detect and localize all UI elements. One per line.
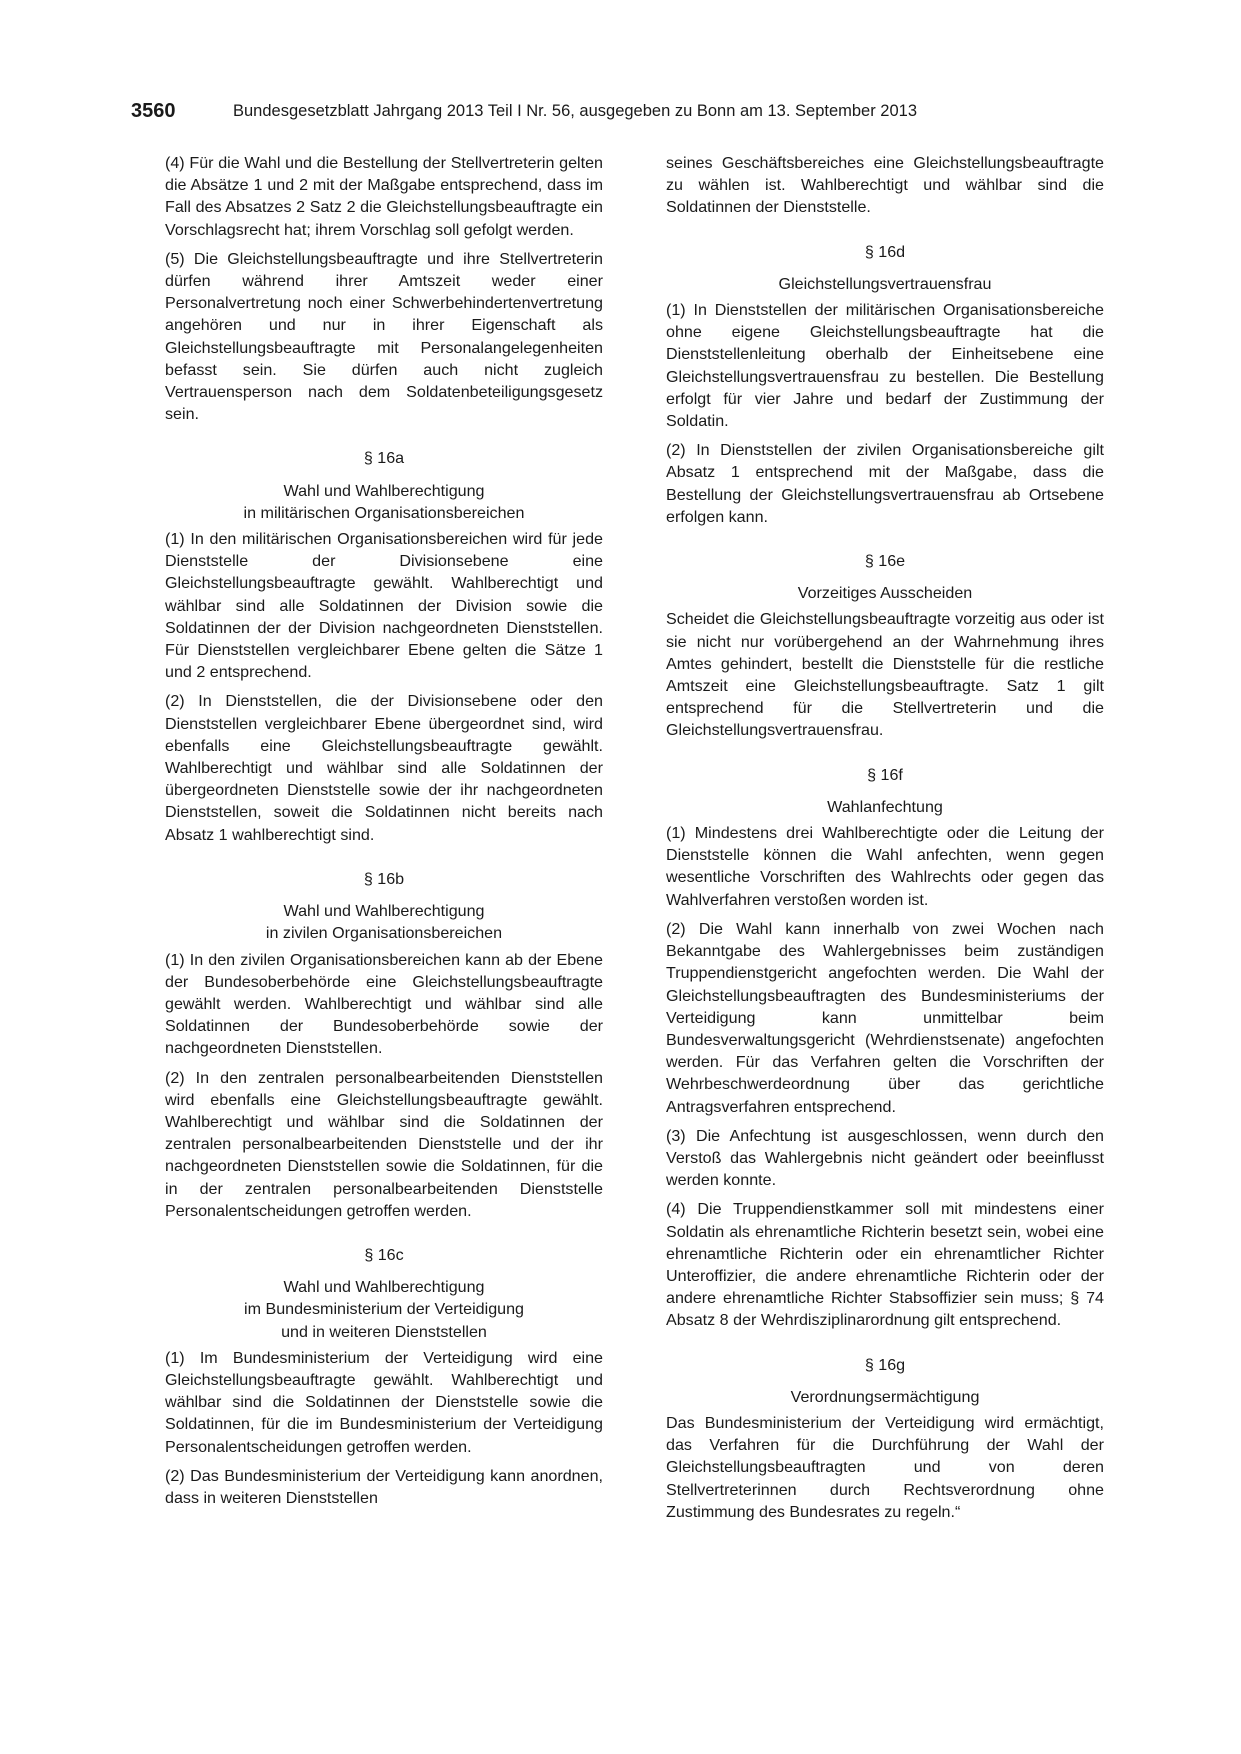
section-16a-title-line1: Wahl und Wahlberechtigung: [283, 481, 485, 500]
section-16g-number: § 16g: [864, 1355, 906, 1374]
section-16d-paragraph-1: (1) In Dienststellen der militärischen Organisationsbereiche ohne eigene Gleichstellungsbeauftragte hat die Dienststellenleitung oberhalb der Einheitsebene eine Gleichstellungsvertrauensfrau zu bestellen. Die Bestellung erfolgt für vier Jahre und bedarf der Zustimmung der Soldatin.: [666, 301, 1104, 431]
page-number: 3560: [131, 100, 176, 122]
section-16c-title-line1: Wahl und Wahlberechtigung: [283, 1278, 485, 1297]
section-16a-paragraph-1: (1) In den militärischen Organisationsbereichen wird für jede Dienststelle der Divisionsebene eine Gleichstellungsbeauftragte gewählt. Wahlberechtigt und wählbar sind alle Soldatinnen der Division sowie die Soldatinnen der der Division nachgeordneten Dienststellen. Für Dienststellen vergleichbarer Ebene gelten die Sätze 1 und 2 entsprechend.: [165, 530, 603, 682]
section-16f-paragraph-3: (3) Die Anfechtung ist ausgeschlossen, wenn durch den Verstoß das Wahlergebnis nicht geändert oder beeinflusst werden konnte.: [666, 1126, 1104, 1190]
paragraph-5: (5) Die Gleichstellungsbeauftragte und ihre Stellvertreterin dürfen während ihrer Amtszeit weder einer Personalvertretung noch einer Schwerbehindertenvertretung angehören und nur in ihrer Eigenschaft als Gleichstellungsbeauftragte mit Personalangelegenheiten befasst sein. Sie dürfen auch nicht zugleich Vertrauensperson nach dem Soldatenbeteiligungsgesetz sein.: [165, 249, 603, 424]
section-16f-paragraph-2: (2) Die Wahl kann innerhalb von zwei Wochen nach Bekanntgabe des Wahlergebnisses beim zuständigen Truppendienstgericht angefochten werden. Die Wahl der Gleichstellungsbeauftragten des Bundesministeriums der Verteidigung kann unmittelbar beim Bundesverwaltungsgericht (Wehrdienstsenate) angefochten werden. Für das Verfahren gelten die Vorschriften der Wehrbeschwerdeordnung über das gerichtliche Antragsverfahren entsprechend.: [666, 919, 1104, 1116]
section-16c-title: [165, 1276, 603, 1343]
running-head: Bundesgesetzblatt Jahrgang 2013 Teil I Nr. 56, ausgegeben zu Bonn am 13. September 2013: [233, 102, 918, 120]
continued-paragraph: seines Geschäftsbereiches eine Gleichstellungsbeauftragte zu wählen ist. Wahlberechtigt und wählbar sind die Soldatinnen der Dienststelle.: [666, 154, 1104, 217]
section-16a-title-line2: in militärischen Organisationsbereichen: [243, 503, 525, 522]
section-16e-paragraph-1: Scheidet die Gleichstellungsbeauftragte vorzeitig aus oder ist sie nicht nur vorübergehend an der Wahrnehmung ihres Amtes gehindert, bestellt die Dienststelle für die restliche Amtszeit eine Gleichstellungsbeauftragte. Satz 1 gilt entsprechend für die Stellvertreterin und die Gleichstellungsvertrauensfrau.: [666, 610, 1104, 740]
section-16a-paragraph-2: (2) In Dienststellen, die der Divisionsebene oder den Dienststellen vergleichbarer Ebene übergeordnet sind, wird ebenfalls eine Gleichstellungsbeauftragte gewählt. Wahlberechtigt und wählbar sind alle Soldatinnen der übergeordneten Dienststelle sowie der ihr nachgeordneten Dienststellen, soweit die Soldatinnen nicht bereits nach Absatz 1 wahlberechtigt sind.: [165, 692, 603, 844]
page-header: [131, 100, 1111, 130]
section-16c-number: § 16c: [364, 1245, 404, 1264]
section-16e-title: [666, 582, 1104, 604]
section-16g-paragraph-1: Das Bundesministerium der Verteidigung wird ermächtigt, das Verfahren für die Durchführung der Wahl der Gleichstellungsbeauftragten und von deren Stellvertreterinnen durch Rechtsverordnung ohne Zustimmung des Bundesrates zu regeln.“: [666, 1413, 1104, 1521]
section-16b-title-line1: Wahl und Wahlberechtigung: [283, 902, 485, 921]
section-16g-title: [666, 1386, 1104, 1408]
section-16c-paragraph-1: (1) Im Bundesministerium der Verteidigung wird eine Gleichstellungsbeauftragte gewählt. Wahlberechtigt und wählbar sind die Soldatinnen der Dienststelle sowie die Soldatinnen, für die im Bundesministerium der Verteidigung Personalentscheidungen getroffen werden.: [165, 1348, 603, 1456]
section-16f-paragraph-4: (4) Die Truppendienstkammer soll mit mindestens einer Soldatin als ehrenamtliche Richterin besetzt sein, wobei eine ehrenamtliche Richterin oder ein ehrenamtlicher Richter Unteroffizier, die andere ehrenamtliche Richterin oder der andere ehrenamtliche Richter Stabsoffizier sein muss; § 74 Absatz 8 der Wehrdisziplinarordnung gilt entsprechend.: [666, 1200, 1104, 1330]
section-16f-title-line1: Wahlanfechtung: [827, 797, 943, 816]
section-16c-title-line2: im Bundesministerium der Verteidigung: [244, 1300, 524, 1319]
right-column: [666, 152, 1104, 1530]
section-16e-title-line1: Vorzeitiges Ausscheiden: [797, 584, 973, 603]
section-16b-paragraph-1: (1) In den zivilen Organisationsbereichen kann ab der Ebene der Bundesoberbehörde eine Gleichstellungsbeauftragte gewählt werden. Wahlberechtigt und wählbar sind alle Soldatinnen der Bundesoberbehörde sowie der nachgeordneten Dienststellen.: [165, 950, 603, 1058]
section-16b-paragraph-2: (2) In den zentralen personalbearbeitenden Dienststellen wird ebenfalls eine Gleichstellungsbeauftragte gewählt. Wahlberechtigt und wählbar sind die Soldatinnen der zentralen personalbearbeitenden Dienststelle und der ihr nachgeordneten Dienststellen sowie die Soldatinnen, für die in der zentralen personalbearbeitenden Dienststelle Personalentscheidungen getroffen werden.: [165, 1068, 603, 1220]
section-16d-title: [666, 273, 1104, 295]
section-16d-paragraph-2: (2) In Dienststellen der zivilen Organisationsbereiche gilt Absatz 1 entsprechend mit der Maßgabe, dass die Bestellung der Gleichstellungsvertrauensfrau ab Ortsebene erfolgen kann.: [666, 441, 1104, 526]
section-16a-number: § 16a: [363, 449, 405, 468]
section-16b-title: [165, 900, 603, 944]
paragraph-4: (4) Für die Wahl und die Bestellung der Stellvertreterin gelten die Absätze 1 und 2 mit der Maßgabe entsprechend, dass im Fall des Absatzes 2 Satz 2 die Gleichstellungsbeauftragte ein Vorschlagsrecht hat; ihrem Vorschlag soll gefolgt werden.: [165, 154, 603, 239]
section-16b-number: § 16b: [363, 869, 405, 888]
section-16e-number: § 16e: [864, 552, 906, 571]
section-16d-title-line1: Gleichstellungsvertrauensfrau: [778, 274, 992, 293]
section-16c-paragraph-2: (2) Das Bundesministerium der Verteidigung kann anordnen, dass in weiteren Dienststellen: [165, 1466, 603, 1507]
section-16f-paragraph-1: (1) Mindestens drei Wahlberechtigte oder die Leitung der Dienststelle können die Wahl anfechten, wenn gegen wesentliche Vorschriften des Wahlrechts oder gegen das Wahlverfahren verstoßen worden ist.: [666, 824, 1104, 909]
section-16g-title-line1: Verordnungsermächtigung: [790, 1387, 980, 1406]
section-16c-title-line3: und in weiteren Dienststellen: [281, 1322, 487, 1341]
section-16d-number: § 16d: [864, 242, 906, 261]
section-16b-title-line2: in zivilen Organisationsbereichen: [265, 924, 503, 943]
section-16f-title: [666, 796, 1104, 818]
section-16f-number: § 16f: [867, 765, 903, 784]
left-column: [165, 152, 603, 1516]
section-16a-title: [165, 480, 603, 524]
